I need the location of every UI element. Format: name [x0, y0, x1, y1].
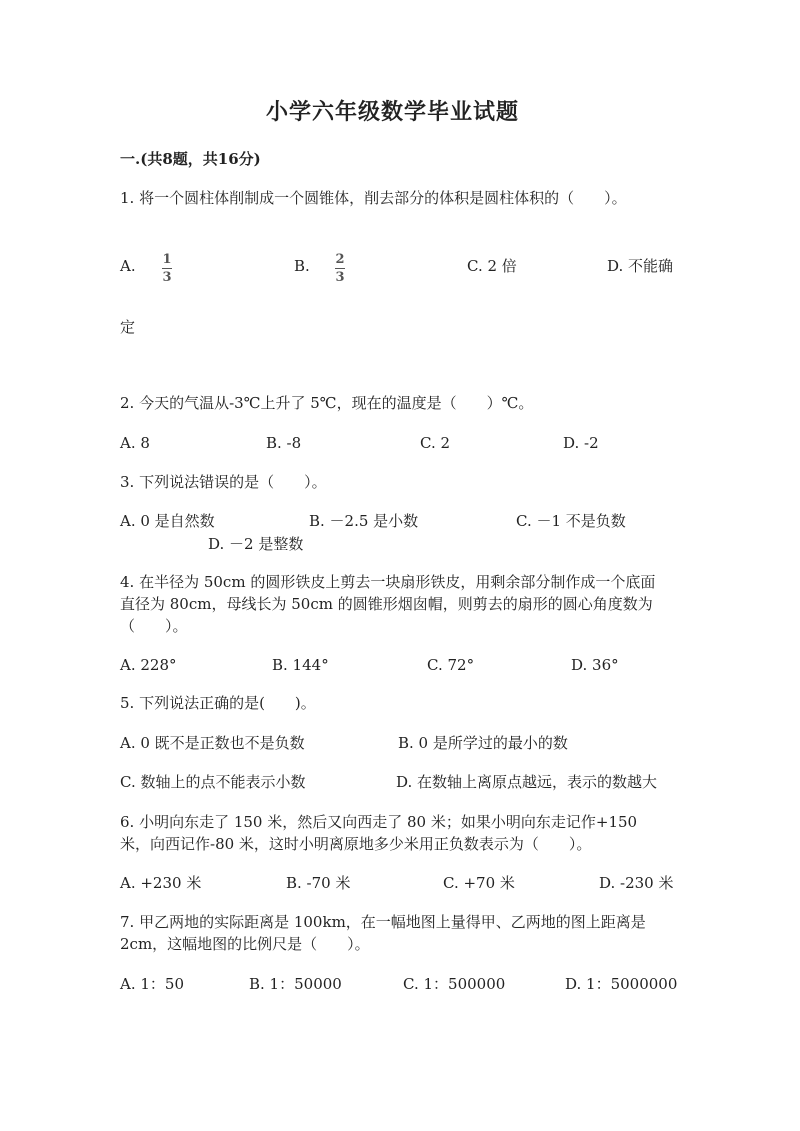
- q1-frac-a-bar: [162, 268, 172, 269]
- q5-option-a: A. 0 既不是正数也不是负数: [120, 734, 305, 752]
- q3-option-a: A. 0 是自然数: [120, 512, 215, 530]
- question-5-stem: 5. 下列说法正确的是( )。: [120, 694, 316, 712]
- q6-option-a: A. +230 米: [120, 874, 202, 892]
- q3-option-c: C. －1 不是负数: [516, 512, 626, 530]
- question-2-stem: 2. 今天的气温从-3℃上升了 5℃，现在的温度是（ ）℃。: [120, 394, 534, 412]
- q4-option-b: B. 144°: [272, 656, 329, 674]
- q1-option-a-fraction: [162, 253, 172, 284]
- q6-option-d: D. -230 米: [599, 874, 674, 892]
- question-4-stem-line-3: （ ）。: [120, 617, 188, 635]
- q2-option-c: C. 2: [420, 434, 451, 452]
- q1-frac-b-bar: [335, 268, 345, 269]
- q1-option-c: C. 2 倍: [467, 257, 517, 275]
- q1-frac-a-num: 1: [162, 252, 172, 267]
- q3-option-d: D. －2 是整数: [208, 535, 304, 553]
- question-6-stem-line-1: 6. 小明向东走了 150 米，然后又向西走了 80 米；如果小明向东走记作+150: [120, 813, 638, 831]
- question-4-stem-line-2: 直径为 80cm，母线长为 50cm 的圆锥形烟囱帽，则剪去的扇形的圆心角度数为: [120, 595, 653, 613]
- q4-option-c: C. 72°: [427, 656, 475, 674]
- q2-option-a: A. 8: [120, 434, 150, 452]
- q5-option-b: B. 0 是所学过的最小的数: [398, 734, 568, 752]
- q1-option-b: B.: [294, 257, 310, 275]
- q7-option-c: C. 1：500000: [403, 975, 506, 993]
- q7-option-d: D. 1：5000000: [565, 975, 678, 993]
- q4-option-a: A. 228°: [120, 656, 177, 674]
- question-7-stem-line-1: 7. 甲乙两地的实际距离是 100km，在一幅地图上量得甲、乙两地的图上距离是: [120, 913, 646, 931]
- question-6-stem-line-2: 米，向西记作-80 米，这时小明离原地多少米用正负数表示为（ ）。: [120, 835, 592, 853]
- q2-option-b: B. -8: [266, 434, 302, 452]
- q1-frac-b-num: 2: [335, 252, 345, 267]
- q3-option-b: B. －2.5 是小数: [309, 512, 419, 530]
- q1-frac-a-den: 3: [162, 270, 172, 285]
- question-4-stem-line-1: 4. 在半径为 50cm 的圆形铁皮上剪去一块扇形铁皮，用剩余部分制作成一个底面: [120, 573, 656, 591]
- q7-option-b: B. 1：50000: [249, 975, 342, 993]
- section-header: 一.(共8题，共16分): [120, 150, 261, 168]
- q1-option-a: A.: [120, 257, 136, 275]
- q6-option-b: B. -70 米: [286, 874, 351, 892]
- question-1-stem: 1. 将一个圆柱体削制成一个圆锥体，削去部分的体积是圆柱体积的（ ）。: [120, 189, 627, 207]
- q5-option-d: D. 在数轴上离原点越远，表示的数越大: [396, 773, 658, 791]
- q1-option-b-fraction: [335, 253, 345, 284]
- q6-option-c: C. +70 米: [443, 874, 515, 892]
- q1-option-d: D. 不能确: [607, 257, 674, 275]
- q4-option-d: D. 36°: [571, 656, 619, 674]
- q7-option-a: A. 1：50: [120, 975, 184, 993]
- q1-option-d-tail: 定: [120, 318, 136, 336]
- question-7-stem-line-2: 2cm，这幅地图的比例尺是（ ）。: [120, 935, 370, 953]
- q1-frac-b-den: 3: [335, 270, 345, 285]
- question-3-stem: 3. 下列说法错误的是（ ）。: [120, 473, 327, 491]
- q2-option-d: D. -2: [563, 434, 599, 452]
- page-title: 小学六年级数学毕业试题: [266, 99, 520, 125]
- q5-option-c: C. 数轴上的点不能表示小数: [120, 773, 306, 791]
